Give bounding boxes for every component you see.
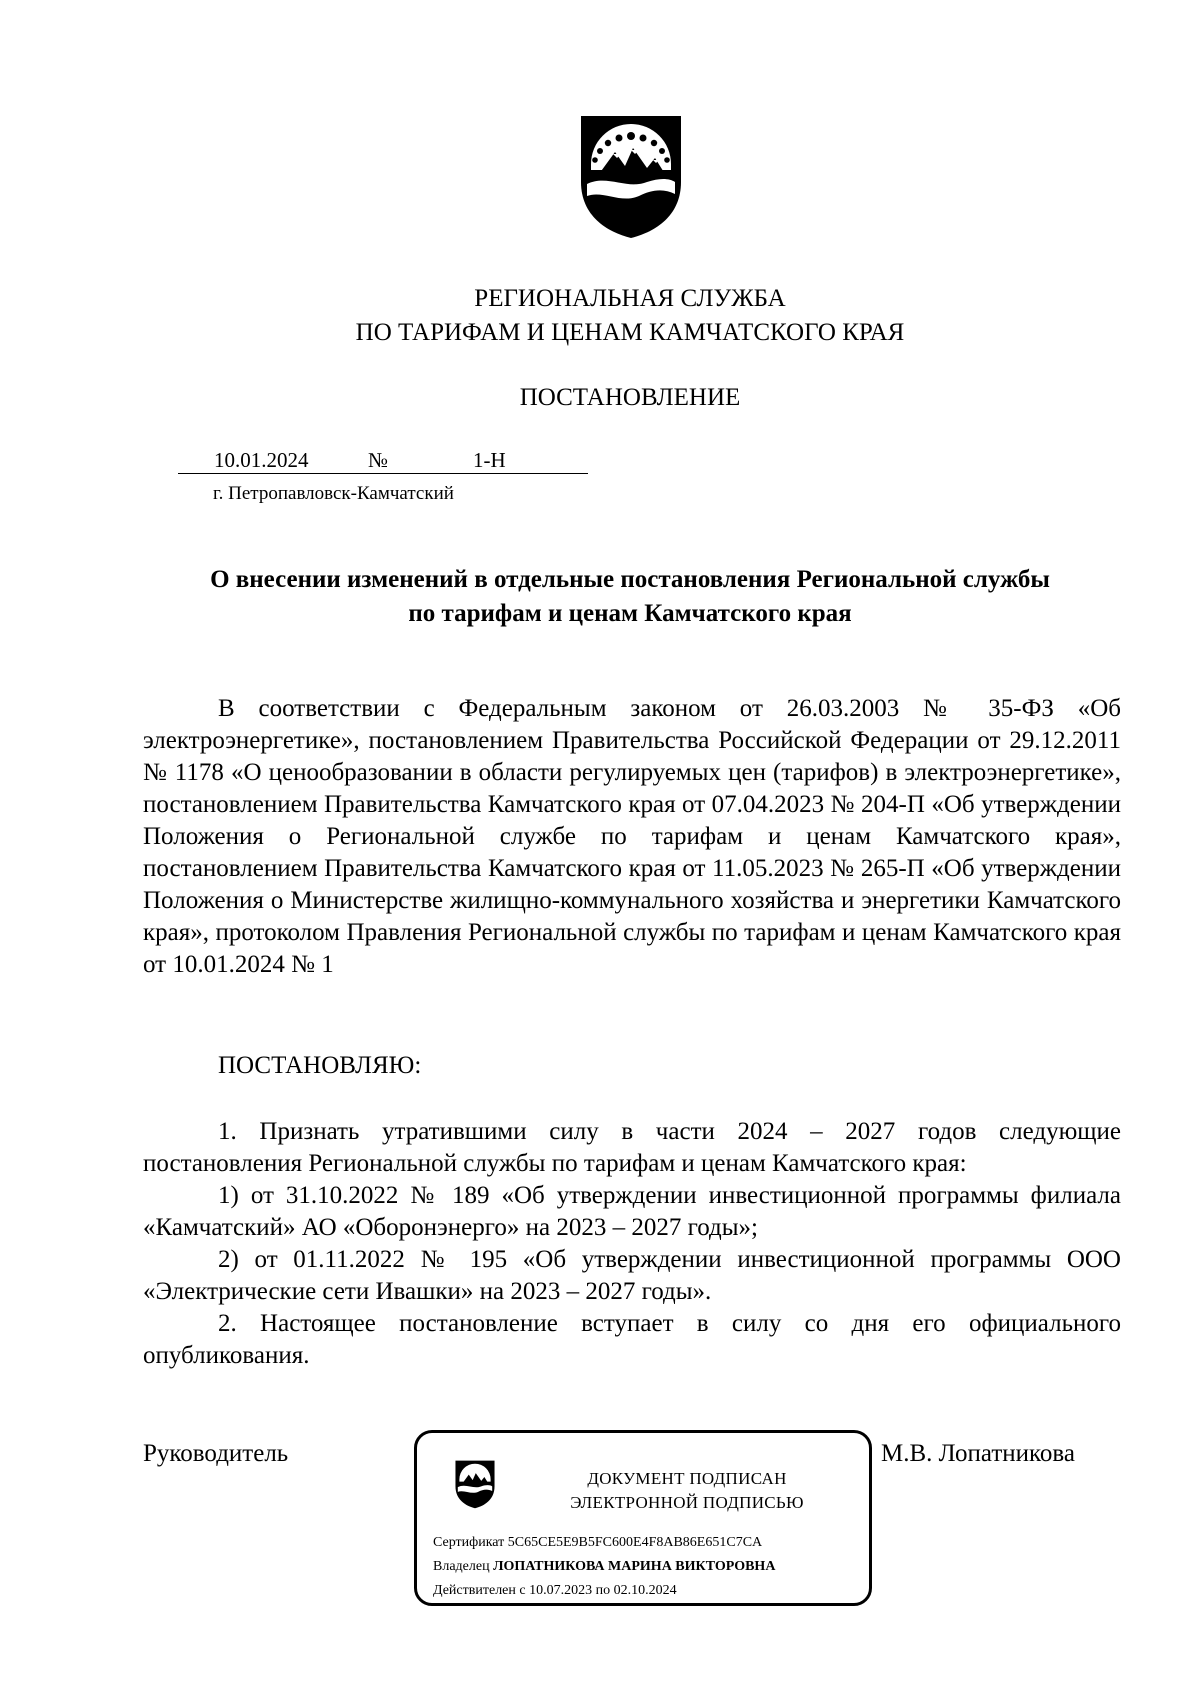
valid-label: Действителен с <box>433 1583 526 1598</box>
document-date: 10.01.2024 <box>214 448 309 472</box>
decree-word: ПОСТАНОВЛЯЮ: <box>218 1052 422 1079</box>
decree-item: 2. Настоящее постановление вступает в силу со дня его официального опубликования. <box>143 1310 1121 1369</box>
organization-name-line2: ПО ТАРИФАМ И ЦЕНАМ КАМЧАТСКОГО КРАЯ <box>355 319 905 346</box>
kamchatka-coat-of-arms-icon <box>577 112 685 240</box>
stamp-title <box>517 1467 857 1515</box>
number-sign: № <box>368 448 389 472</box>
stamp-owner <box>433 1557 775 1577</box>
stamp-title-line1: ДОКУМЕНТ ПОДПИСАН <box>587 1469 787 1488</box>
document-title <box>120 563 1140 631</box>
preamble-paragraph: В соответствии с Федеральным законом от 26.03.2003 № 35-ФЗ «Об электроэнергетике», постановлением Правительства Российской Федерации от 29.12.2011 № 1178 «О ценообразовании в области регулируемых цен (тарифов) в электроэнергетике», постановлением Правительства Камчатского края от 07.04.2023 № 204-П «Об утверждении Положения о Региональной службе по тарифам и ценам Камчатского края», постановлением Правительства Камчатского края от 11.05.2023 № 265-П «Об утверждении Положения о Министерстве жилищно-коммунального хозяйства и энергетики Камчатского края», протоколом Правления Региональной службы по тарифам и ценам Камчатского края от 10.01.2024 № 1 <box>143 695 1121 978</box>
document-title-line1: О внесении изменений в отдельные постановления Региональной службы <box>210 566 1050 593</box>
decree-item: 1) от 31.10.2022 № 189 «Об утверждении инвестиционной программы филиала «Камчатский» АО «Оборонэнерго» на 2023 – 2027 годы»; <box>143 1182 1121 1241</box>
document-city: г. Петропавловск-Камчатский <box>213 483 454 504</box>
signer-name: М.В. Лопатникова <box>881 1440 1075 1467</box>
document-meta-line <box>178 446 588 476</box>
certificate-value: 5C65CE5E9B5FC600E4F8AB86E651C7CA <box>507 1535 763 1550</box>
document-title-line2: по тарифам и ценам Камчатского края <box>408 600 852 627</box>
owner-label: Владелец <box>433 1559 490 1574</box>
valid-from: 10.07.2023 <box>529 1583 593 1598</box>
stamp-coat-of-arms-icon <box>453 1459 497 1509</box>
stamp-certificate <box>433 1533 762 1553</box>
certificate-label: Сертификат <box>433 1535 505 1550</box>
stamp-validity <box>433 1581 677 1601</box>
electronic-signature-stamp <box>414 1430 872 1606</box>
document-number: 1-Н <box>473 448 506 472</box>
organization-name-line1: РЕГИОНАЛЬНАЯ СЛУЖБА <box>474 285 786 312</box>
document-type: ПОСТАНОВЛЕНИЕ <box>519 384 741 411</box>
stamp-title-line2: ЭЛЕКТРОННОЙ ПОДПИСЬЮ <box>570 1493 804 1512</box>
meta-underline <box>178 473 588 474</box>
decree-item: 2) от 01.11.2022 № 195 «Об утверждении инвестиционной программы ООО «Электрические сети Ивашки» на 2023 – 2027 годы». <box>143 1246 1121 1305</box>
valid-to-label: по <box>595 1583 611 1598</box>
organization-name <box>0 282 1200 350</box>
decree-items <box>143 1116 1121 1372</box>
valid-to: 02.10.2024 <box>613 1583 677 1598</box>
decree-item: 1. Признать утратившими силу в части 2024 – 2027 годов следующие постановления Региональной службы по тарифам и ценам Камчатского края: <box>143 1118 1121 1177</box>
signer-role: Руководитель <box>143 1440 289 1467</box>
owner-value: ЛОПАТНИКОВА МАРИНА ВИКТОРОВНА <box>493 1559 776 1574</box>
